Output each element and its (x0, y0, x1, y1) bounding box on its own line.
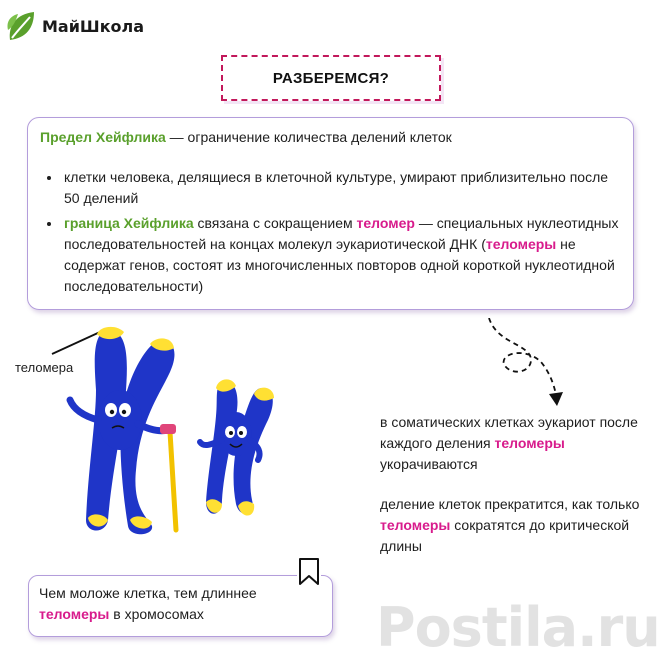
bookmark-icon[interactable] (297, 557, 321, 587)
note-box (28, 575, 333, 637)
bullet-2-text-1: связана с сокращением (193, 215, 357, 231)
dashed-loop-arrow (485, 318, 575, 410)
telomere-shortening-text (380, 412, 650, 475)
telomere-pointer-line (52, 332, 100, 354)
old-chromosome (70, 327, 176, 534)
page-title: РАЗБЕРЕМСЯ? (272, 69, 390, 87)
right-text-1a: в соматических клетках эукариот после каждого деления (380, 414, 638, 451)
definition-box (27, 117, 634, 310)
bullet-item (62, 213, 621, 297)
note-text-a: Чем моложе клетка, тем длиннее (39, 585, 257, 601)
definition-line (40, 127, 621, 148)
note-text-b: в хромосомах (109, 606, 204, 622)
term-hayflick-boundary: граница Хейфлика (64, 215, 194, 231)
right-text-2b: сократятся до критической длины (380, 517, 630, 554)
bullet-2-text-2: — специальных нуклеотидных последовательностей на концах молекул эукариотической ДНК ( (64, 215, 619, 252)
bullet-2-text-3: не содержат генов, состоят из многочисленных повторов одной короткой нуклеотидной последовательности) (64, 236, 615, 294)
young-chromosome (200, 379, 274, 515)
telomere-highlight: теломеры (494, 435, 565, 451)
title-box (221, 55, 441, 101)
watermark: Postila.ru (376, 596, 660, 659)
right-text-2a: деление клеток прекратится, как только (380, 496, 640, 512)
term-hayflick-limit: Предел Хейфлика (40, 129, 166, 145)
leaf-icon (6, 8, 38, 44)
telomere-highlight: теломер (356, 215, 415, 231)
brand-name: МайШкола (42, 16, 145, 36)
division-stop-text (380, 494, 650, 557)
telomere-label: теломера (15, 360, 74, 375)
definition-text: — ограничение количества делений клеток (165, 129, 452, 145)
telomere-highlight: теломеры (485, 236, 557, 252)
brand-logo (6, 8, 144, 44)
bullet-item (62, 167, 621, 209)
bullet-list (40, 167, 621, 297)
chromosome-illustration (0, 315, 290, 545)
bullet-1-text: клетки человека, делящиеся в клеточной культуре, умирают приблизительно после 50 делений (64, 169, 609, 206)
telomere-highlight: теломеры (380, 517, 451, 533)
telomere-highlight: теломеры (39, 606, 110, 622)
right-text-1b: укорачиваются (380, 456, 478, 472)
